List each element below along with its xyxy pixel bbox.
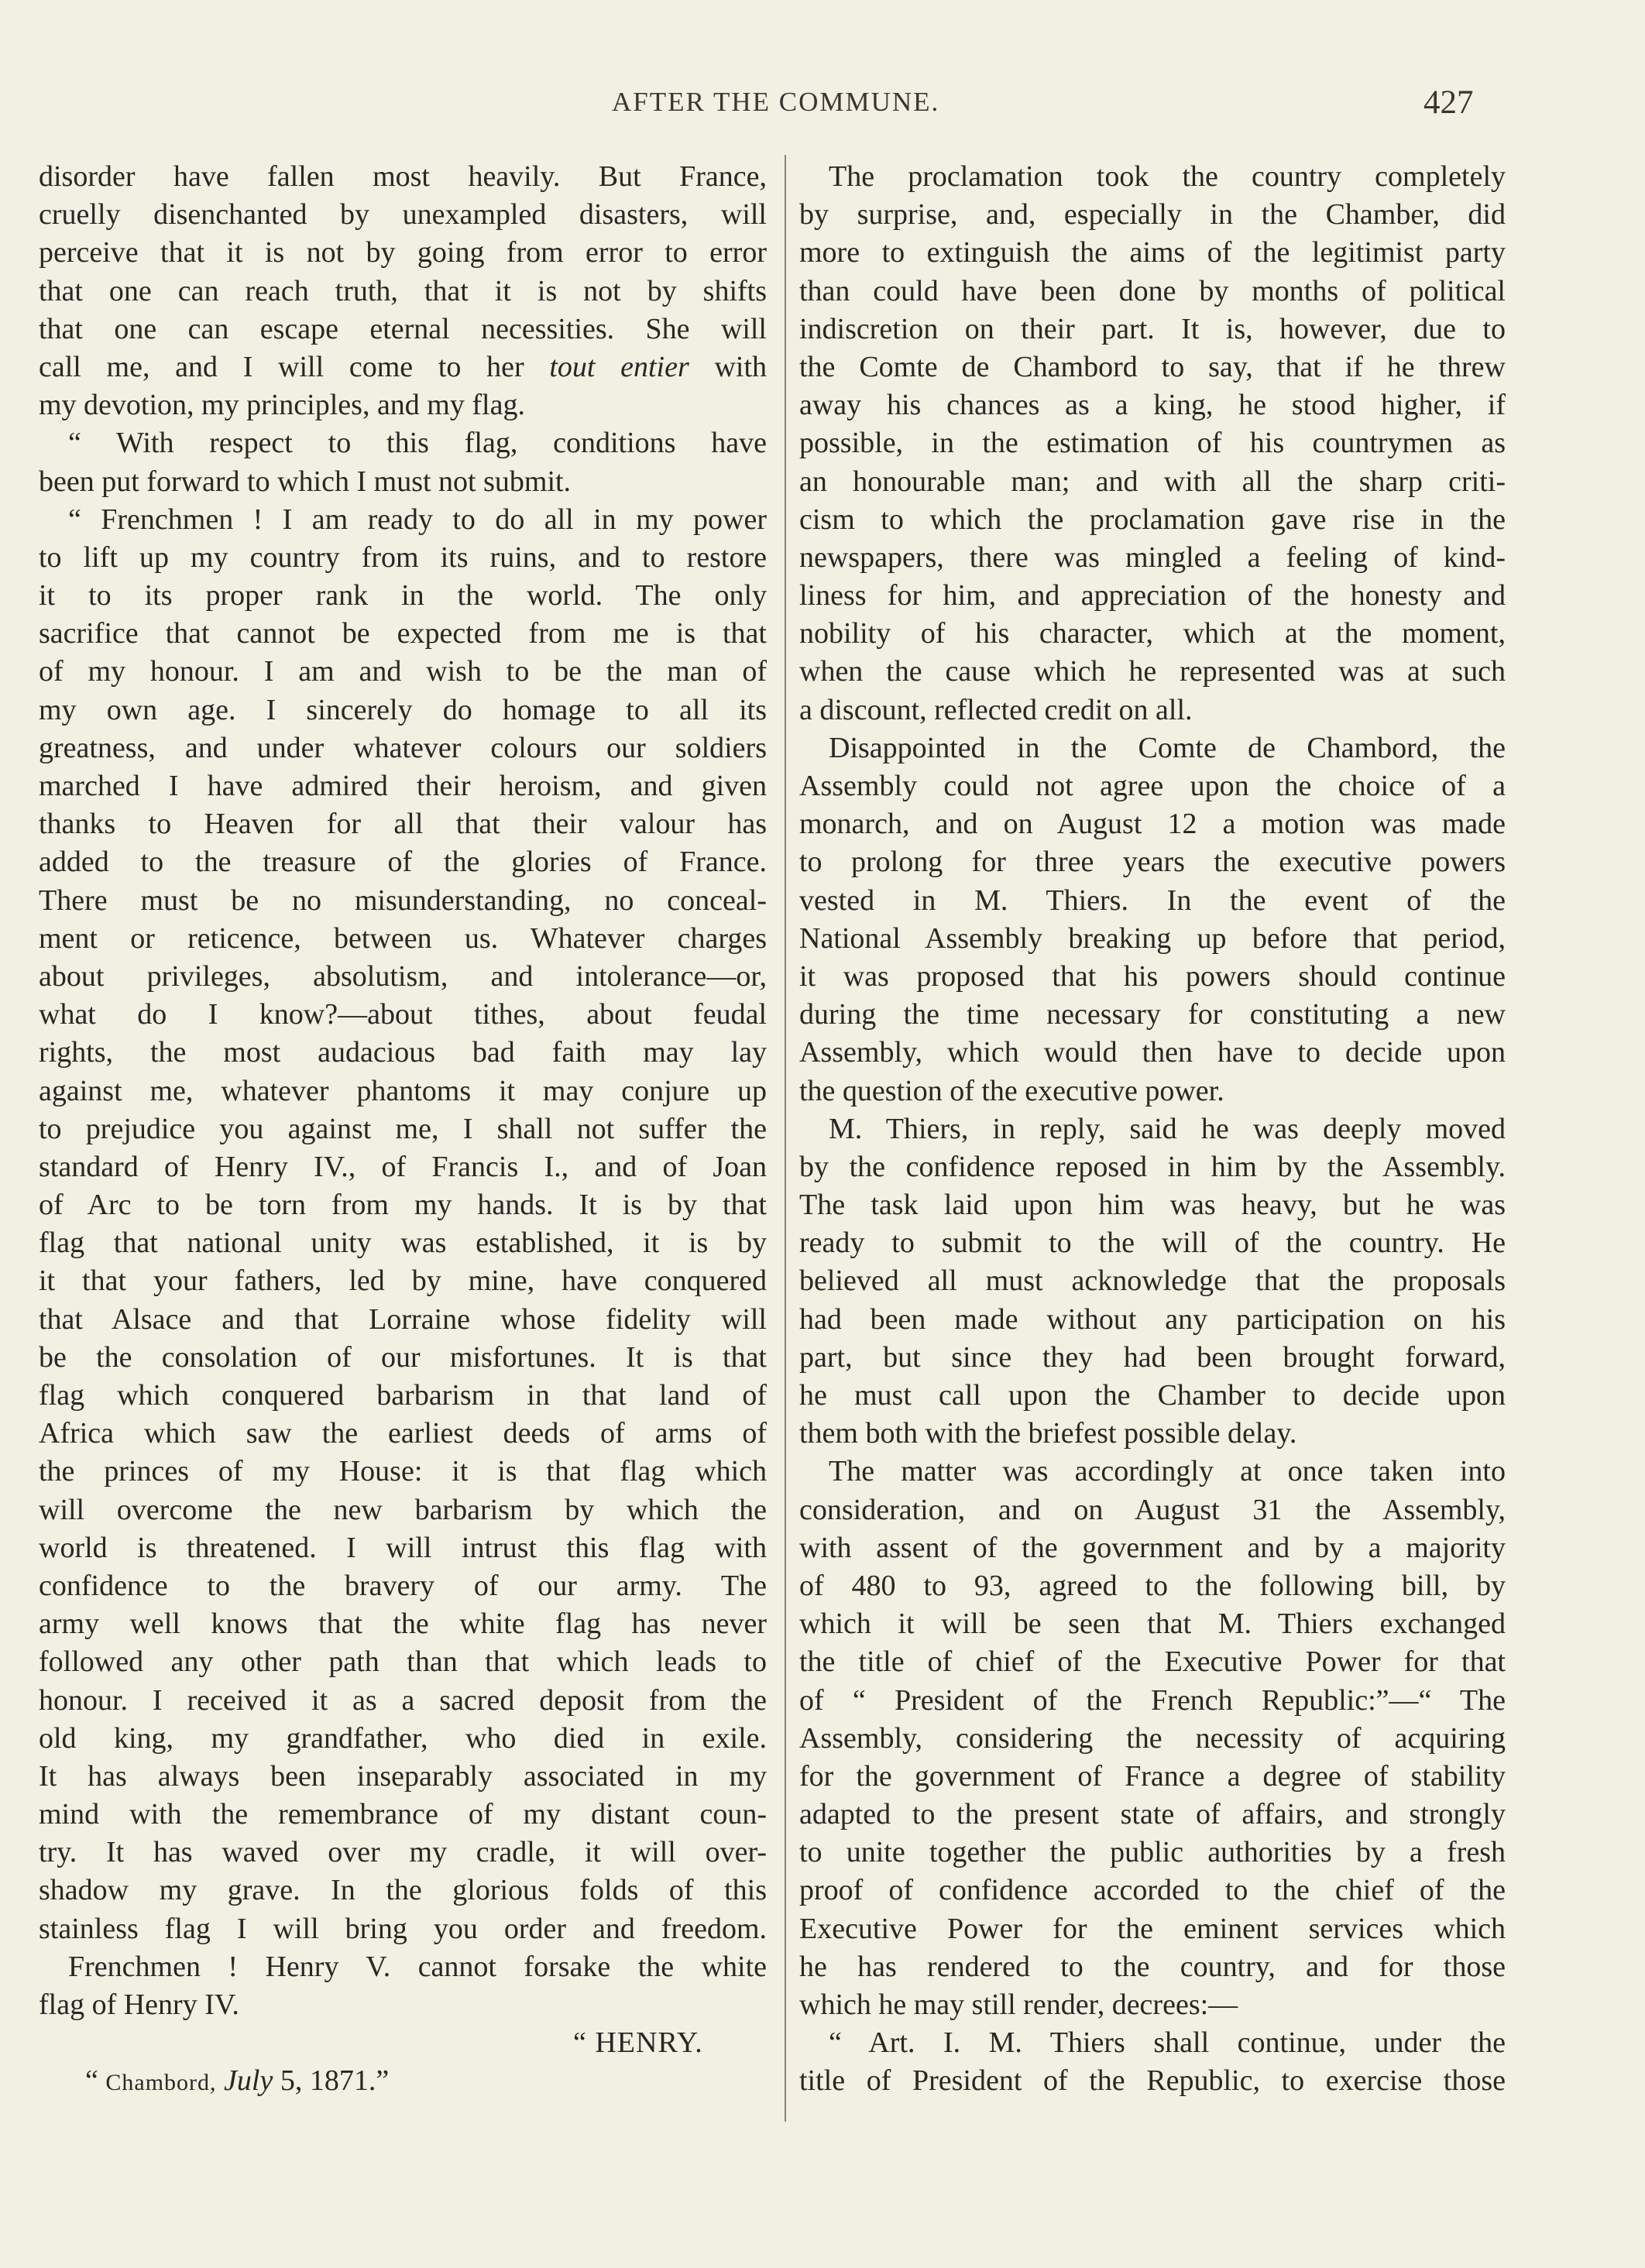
text-line: It has always been inseparably associated in my <box>39 1759 767 1793</box>
text-line: old king, my grandfather, who died in exile. <box>39 1721 767 1755</box>
text-line: flag which conquered barbarism in that land of <box>39 1379 767 1412</box>
text-line: Disappointed in the Comte de Chambord, the <box>829 731 1506 764</box>
text-line: Executive Power for the eminent services which <box>799 1912 1506 1945</box>
text-line: to lift up my country from its ruins, and to restore <box>39 540 767 574</box>
text-line: ready to submit to the will of the country. He <box>799 1227 1506 1260</box>
dateline-place: Chambord, <box>105 2070 217 2096</box>
text-line: marched I have admired their heroism, and given <box>39 770 767 802</box>
text-line: possible, in the estimation of his countrymen as <box>799 427 1506 460</box>
text-line: of 480 to 93, agreed to the following bill, by <box>799 1569 1506 1602</box>
text-line: greatness, and under whatever colours our soldiers <box>39 731 767 764</box>
text-line: followed any other path than that which leads to <box>39 1645 767 1679</box>
text-line: the Comte de Chambord to say, that if he threw <box>799 350 1506 383</box>
text-line: cruelly disenchanted by unexampled disasters, will <box>39 198 767 232</box>
text-line: ment or reticence, between us. Whatever charges <box>39 921 767 955</box>
signature: “ HENRY. <box>573 2026 703 2060</box>
text-line: cism to which the proclamation gave rise in the <box>799 503 1506 536</box>
left-column <box>39 158 767 2101</box>
text-line: it was proposed that his powers should continue <box>799 959 1506 993</box>
text-line: liness for him, and appreciation of the honesty and <box>799 579 1506 612</box>
text-line: rights, the most audacious bad faith may lay <box>39 1036 767 1069</box>
text-line: army well knows that the white flag has never <box>39 1608 767 1641</box>
column-divider <box>785 155 786 2122</box>
running-title: AFTER THE COMMUNE. <box>612 87 940 117</box>
text-line: There must be no misunderstanding, no conceal- <box>39 884 767 917</box>
text-line: during the time necessary for constituting a new <box>799 998 1506 1031</box>
text-fragment: call me, and I will come to her <box>39 350 524 383</box>
text-line: them both with the briefest possible delay. <box>799 1417 1297 1450</box>
text-line: by surprise, and, especially in the Chamber, did <box>799 198 1506 232</box>
text-line: with assent of the government and by a majority <box>799 1531 1506 1564</box>
text-line: National Assembly breaking up before that period, <box>799 921 1506 955</box>
text-line: believed all must acknowledge that the proposals <box>799 1264 1506 1298</box>
text-line: vested in M. Thiers. In the event of the <box>799 884 1506 917</box>
text-line: Africa which saw the earliest deeds of arms of <box>39 1417 767 1450</box>
text-line: thanks to Heaven for all that their valour has <box>39 808 767 841</box>
text-line: the princes of my House: it is that flag which <box>39 1455 767 1488</box>
text-line: he has rendered to the country, and for those <box>799 1950 1506 1983</box>
text-line: more to extinguish the aims of the legitimist party <box>799 236 1506 269</box>
text-line: which he may still render, decrees:— <box>799 1988 1238 2021</box>
text-line: by the confidence reposed in him by the Assembly. <box>799 1150 1506 1183</box>
text-line: “ With respect to this flag, conditions have <box>68 427 767 460</box>
text-line: he must call upon the Chamber to decide upon <box>799 1379 1506 1412</box>
text-line-with-italic <box>39 348 767 386</box>
text-line: monarch, and on August 12 a motion was made <box>799 808 1506 841</box>
text-line: confidence to the bravery of our army. The <box>39 1569 767 1602</box>
text-line: mind with the remembrance of my distant coun- <box>39 1798 767 1831</box>
dateline <box>39 2062 767 2100</box>
dateline-month: July <box>224 2064 273 2098</box>
text-line: when the cause which he represented was at such <box>799 655 1506 688</box>
text-line: to unite together the public authorities by a fresh <box>799 1836 1506 1869</box>
italic-phrase: tout entier <box>549 350 689 383</box>
text-line: consideration, and on August 31 the Assembly, <box>799 1493 1506 1526</box>
text-line: which it will be seen that M. Thiers exchanged <box>799 1608 1506 1641</box>
text-line: The matter was accordingly at once taken into <box>829 1455 1506 1488</box>
text-line: flag of Henry IV. <box>39 1988 239 2021</box>
text-line: what do I know?—about tithes, about feudal <box>39 998 767 1031</box>
text-line: standard of Henry IV., of Francis I., and of Joan <box>39 1150 767 1183</box>
text-line: perceive that it is not by going from error to error <box>39 236 767 269</box>
text-line: proof of confidence accorded to the chief of the <box>799 1874 1506 1907</box>
text-line: The task laid upon him was heavy, but he was <box>799 1189 1506 1222</box>
text-line: Frenchmen ! Henry V. cannot forsake the white <box>68 1950 767 1983</box>
text-line: about privileges, absolutism, and intolerance—or, <box>39 959 767 993</box>
text-line: shadow my grave. In the glorious folds of this <box>39 1874 767 1907</box>
text-line: adapted to the present state of affairs, and strongly <box>799 1798 1506 1831</box>
text-line: Assembly, which would then have to decide upon <box>799 1036 1506 1069</box>
text-line: it to its proper rank in the world. The only <box>39 579 767 612</box>
text-line: of Arc to be torn from my hands. It is by that <box>39 1189 767 1222</box>
text-line: flag that national unity was established, it is by <box>39 1227 767 1260</box>
text-line: nobility of his character, which at the moment, <box>799 617 1506 650</box>
text-line: to prejudice you against me, I shall not suffer the <box>39 1112 767 1145</box>
text-line: The proclamation took the country completely <box>829 160 1506 193</box>
dateline-rest: 5, 1871.” <box>280 2064 390 2098</box>
text-line: “ Art. I. M. Thiers shall continue, under the <box>829 2026 1506 2060</box>
text-line: M. Thiers, in reply, said he was deeply moved <box>829 1112 1506 1145</box>
text-line: honour. I received it as a sacred deposit from the <box>39 1683 767 1717</box>
text-line: my devotion, my principles, and my flag. <box>39 389 525 422</box>
text-line: indiscretion on their part. It is, however, due to <box>799 312 1506 345</box>
text-line: “ Frenchmen ! I am ready to do all in my power <box>68 503 767 536</box>
text-line: been put forward to which I must not submit. <box>39 465 572 498</box>
text-line: newspapers, there was mingled a feeling of kind- <box>799 540 1506 574</box>
text-line: disorder have fallen most heavily. But France, <box>39 160 767 193</box>
text-line: be the consolation of our misfortunes. It is that <box>39 1340 767 1374</box>
text-line: the question of the executive power. <box>799 1074 1224 1107</box>
text-line: that one can reach truth, that it is not by shifts <box>39 274 767 307</box>
page-number: 427 <box>1423 84 1474 121</box>
text-line: try. It has waved over my cradle, it will over- <box>39 1836 767 1869</box>
text-line: to prolong for three years the executive powers <box>799 846 1506 879</box>
text-line: a discount, reflected credit on all. <box>799 693 1193 726</box>
text-line: the title of chief of the Executive Power for that <box>799 1645 1506 1679</box>
text-line: Assembly, considering the necessity of acquiring <box>799 1721 1506 1755</box>
text-line: my own age. I sincerely do homage to all its <box>39 693 767 726</box>
text-line: an honourable man; and with all the sharp criti- <box>799 465 1506 498</box>
text-fragment: with <box>714 350 768 383</box>
text-line: had been made without any participation on his <box>799 1302 1506 1336</box>
text-line: title of President of the Republic, to exercise those <box>799 2064 1506 2098</box>
text-line: part, but since they had been brought forward, <box>799 1340 1506 1374</box>
text-line: of “ President of the French Republic:”—“ The <box>799 1683 1506 1717</box>
text-line: for the government of France a degree of stability <box>799 1759 1506 1793</box>
dateline-quote: “ <box>85 2064 106 2098</box>
text-line: Assembly could not agree upon the choice of a <box>799 770 1506 802</box>
text-line: sacrifice that cannot be expected from me is that <box>39 617 767 650</box>
text-line: that Alsace and that Lorraine whose fidelity will <box>39 1302 767 1336</box>
text-line: of my honour. I am and wish to be the man of <box>39 655 767 688</box>
text-line: than could have been done by months of political <box>799 274 1506 307</box>
text-line: world is threatened. I will intrust this flag with <box>39 1531 767 1564</box>
text-line: that one can escape eternal necessities. She will <box>39 312 767 345</box>
text-line: stainless flag I will bring you order and freedom. <box>39 1912 767 1945</box>
text-line: it that your fathers, led by mine, have conquered <box>39 1264 767 1298</box>
text-line: added to the treasure of the glories of France. <box>39 846 767 879</box>
text-line: away his chances as a king, he stood higher, if <box>799 389 1506 422</box>
text-line: will overcome the new barbarism by which the <box>39 1493 767 1526</box>
right-column <box>799 158 1506 2101</box>
text-line: against me, whatever phantoms it may conjure up <box>39 1074 767 1107</box>
